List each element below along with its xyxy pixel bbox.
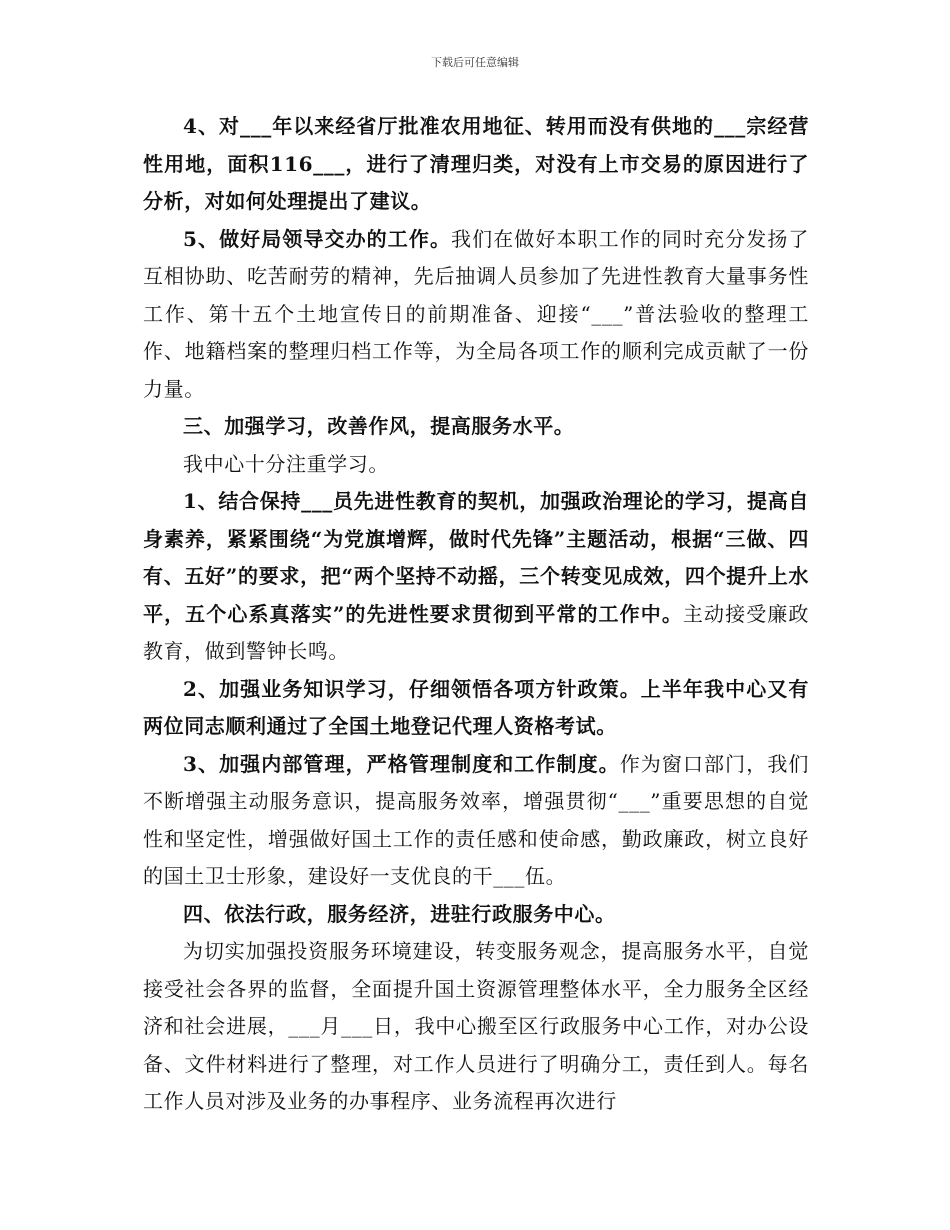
paragraph-study-1 [143, 483, 809, 671]
paragraph-item-5 [143, 221, 809, 409]
paragraph-bold-text: 4、对___年以来经省厅批准农用地征、转用而没有供地的___宗经营性用地，面积116___，进行了清理归类，对没有上市交易的原因进行了分析，对如何处理提出了建议。 [143, 114, 809, 213]
heading-text: 四、依法行政，服务经济，进驻行政服务中心。 [183, 901, 616, 926]
paragraph-text: 我中心十分注重学习。 [183, 451, 389, 476]
paragraph-bold-text: 3、加强内部管理，严格管理制度和工作制度。 [183, 751, 620, 776]
header-note: 下载后可任意编辑 [431, 56, 519, 69]
heading-text: 三、加强学习，改善作风，提高服务水平。 [183, 414, 575, 438]
paragraph-text: 我们在做好本职工作的同时充分发扬了互相协助、吃苦耐劳的精神，先后抽调人员参加了先进性教育大量事务性工作、第十五个土地宣传日的前期准备、迎接“___”普法验收的整理工作、地籍档案的整理归档工作等，为全局各项工作的顺利完成贡献了一份力量。 [143, 226, 809, 401]
paragraph-item-4 [143, 108, 809, 221]
section-heading-4 [143, 896, 809, 934]
paragraph-text: 为切实加强投资服务环境建设，转变服务观念，提高服务水平，自觉接受社会各界的监督，全面提升国土资源管理整体水平，全力服务全区经济和社会进展，___月___日，我中心搬至区行政服务中心工作，对办公设备、文件材料进行了整理，对工作人员进行了明确分工，责任到人。每名工作人员对涉及业务的办事程序、业务流程再次进行 [143, 939, 809, 1113]
paragraph-bold-text: 1、结合保持___员先进性教育的契机，加强政治理论的学习，提高自身素养，紧紧围绕“为党旗增辉，做时代先锋”主题活动，根据“三做、四有、五好”的要求，把“两个坚持不动摇，三个转变见成效，四个提升上水平，五个心系真落实”的先进性要求贯彻到平常的工作中。 [143, 489, 809, 626]
paragraph-bold-text: 2、加强业务知识学习，仔细领悟各项方针政策。上半年我中心又有两位同志顺利通过了全国土地登记代理人资格考试。 [143, 676, 809, 738]
paragraph-text: 作为窗口部门，我们不断增强主动服务意识，提高服务效率，增强贯彻“___”重要思想的自觉性和坚定性，增强做好国土工作的责任感和使命感，勤政廉政，树立良好的国土卫士形象，建设好一支优良的干___伍。 [143, 751, 810, 888]
document-body [143, 108, 809, 1121]
paragraph-bold-text: 5、做好局领导交办的工作。 [183, 226, 452, 251]
paragraph-text: 主动接受廉政教育，做到警钟长鸣。 [143, 601, 809, 663]
section-heading-3 [143, 408, 809, 446]
paragraph-study-intro [143, 446, 809, 484]
paragraph-study-3 [143, 746, 809, 896]
paragraph-study-2 [143, 671, 809, 746]
paragraph-service-center [143, 933, 809, 1121]
